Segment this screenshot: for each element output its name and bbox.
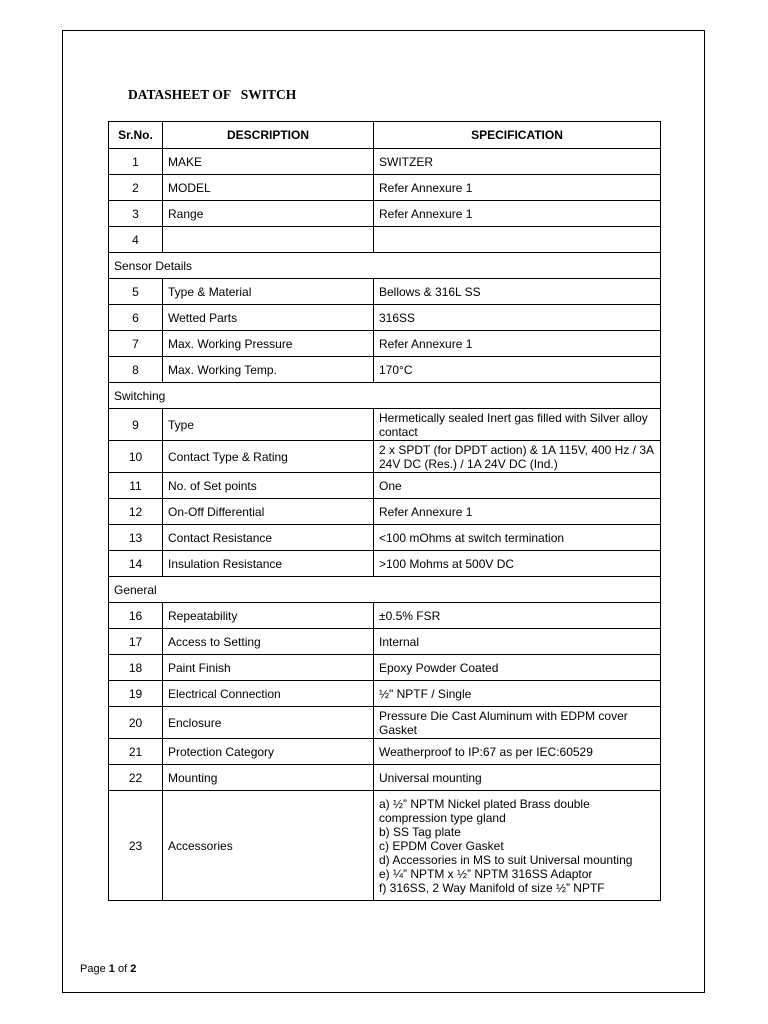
- table-row: [109, 305, 661, 331]
- cell-specification: >100 Mohms at 500V DC: [374, 551, 661, 577]
- document-title: DATASHEET OF SWITCH: [128, 87, 297, 102]
- cell-description: Electrical Connection: [163, 681, 374, 707]
- cell-description: Contact Type & Rating: [163, 441, 374, 473]
- cell-sr-no: 13: [109, 525, 163, 551]
- cell-sr-no: 6: [109, 305, 163, 331]
- cell-specification: Hermetically sealed Inert gas filled with Silver alloy contact: [374, 409, 661, 441]
- specification-line: d) Accessories in MS to suit Universal mounting: [379, 852, 633, 867]
- cell-sr-no: 21: [109, 739, 163, 765]
- cell-specification: Weatherproof to IP:67 as per IEC:60529: [374, 739, 661, 765]
- specification-line: f) 316SS, 2 Way Manifold of size ½” NPTF: [379, 880, 605, 895]
- cell-description: Max. Working Temp.: [163, 357, 374, 383]
- specification-line: c) EPDM Cover Gasket: [379, 838, 504, 853]
- header-sr-no: Sr.No.: [109, 122, 163, 149]
- cell-description: Range: [163, 201, 374, 227]
- cell-sr-no: 8: [109, 357, 163, 383]
- cell-description: Accessories: [163, 791, 374, 901]
- specification-line: compression type gland: [379, 810, 506, 825]
- cell-specification: Pressure Die Cast Aluminum with EDPM cover Gasket: [374, 707, 661, 739]
- cell-specification: ±0.5% FSR: [374, 603, 661, 629]
- table-row: [109, 331, 661, 357]
- cell-sr-no: 10: [109, 441, 163, 473]
- cell-sr-no: 7: [109, 331, 163, 357]
- cell-description: MODEL: [163, 175, 374, 201]
- cell-specification: Universal mounting: [374, 765, 661, 791]
- footer-page-label: Page: [80, 963, 106, 975]
- cell-sr-no: 5: [109, 279, 163, 305]
- cell-specification: <100 mOhms at switch termination: [374, 525, 661, 551]
- table-row: [109, 603, 661, 629]
- table-row: [109, 279, 661, 305]
- cell-specification: Bellows & 316L SS: [374, 279, 661, 305]
- table-row: [109, 499, 661, 525]
- cell-specification: Epoxy Powder Coated: [374, 655, 661, 681]
- section-row: [109, 577, 661, 603]
- table-header-row: [109, 122, 661, 149]
- cell-description: MAKE: [163, 149, 374, 175]
- cell-description: Repeatability: [163, 603, 374, 629]
- footer-page-total: 2: [130, 963, 137, 975]
- cell-specification: Refer Annexure 1: [374, 201, 661, 227]
- header-specification: SPECIFICATION: [374, 122, 661, 149]
- table-row: [109, 791, 661, 901]
- cell-sr-no: 11: [109, 473, 163, 499]
- cell-specification: 2 x SPDT (for DPDT action) & 1A 115V, 400 Hz / 3A 24V DC (Res.) / 1A 24V DC (Ind.): [374, 441, 661, 473]
- section-row: [109, 253, 661, 279]
- cell-specification: Internal: [374, 629, 661, 655]
- table-row: [109, 149, 661, 175]
- cell-sr-no: 3: [109, 201, 163, 227]
- cell-sr-no: 9: [109, 409, 163, 441]
- specification-line: e) ¼” NPTM x ½” NPTM 316SS Adaptor: [379, 866, 593, 881]
- table-row: [109, 629, 661, 655]
- cell-sr-no: 14: [109, 551, 163, 577]
- section-title: Sensor Details: [109, 253, 661, 279]
- cell-sr-no: 17: [109, 629, 163, 655]
- table-row: [109, 739, 661, 765]
- table-row: [109, 525, 661, 551]
- table-row: [109, 357, 661, 383]
- cell-description: Protection Category: [163, 739, 374, 765]
- table-row: [109, 655, 661, 681]
- cell-specification: Refer Annexure 1: [374, 331, 661, 357]
- cell-sr-no: 16: [109, 603, 163, 629]
- table-row: [109, 551, 661, 577]
- table-row: [109, 227, 661, 253]
- cell-specification: [374, 227, 661, 253]
- cell-description: Max. Working Pressure: [163, 331, 374, 357]
- table-row: [109, 765, 661, 791]
- cell-description: Type & Material: [163, 279, 374, 305]
- cell-specification: ½" NPTF / Single: [374, 681, 661, 707]
- table-row: [109, 473, 661, 499]
- cell-specification: One: [374, 473, 661, 499]
- cell-sr-no: 1: [109, 149, 163, 175]
- cell-description: Wetted Parts: [163, 305, 374, 331]
- page-footer: [80, 963, 136, 975]
- table-row: [109, 409, 661, 441]
- footer-of-label: of: [117, 963, 128, 975]
- table-row: [109, 707, 661, 739]
- footer-page-number: 1: [108, 963, 115, 975]
- section-row: [109, 383, 661, 409]
- table-row: [109, 681, 661, 707]
- cell-description: On-Off Differential: [163, 499, 374, 525]
- cell-description: Paint Finish: [163, 655, 374, 681]
- table-body: [109, 149, 661, 901]
- cell-specification: [374, 791, 661, 901]
- cell-sr-no: 12: [109, 499, 163, 525]
- cell-sr-no: 2: [109, 175, 163, 201]
- cell-description: Type: [163, 409, 374, 441]
- cell-sr-no: 19: [109, 681, 163, 707]
- cell-description: [163, 227, 374, 253]
- table-row: [109, 441, 661, 473]
- cell-specification: Refer Annexure 1: [374, 499, 661, 525]
- table-row: [109, 201, 661, 227]
- cell-sr-no: 23: [109, 791, 163, 901]
- cell-description: Enclosure: [163, 707, 374, 739]
- cell-specification: Refer Annexure 1: [374, 175, 661, 201]
- cell-sr-no: 22: [109, 765, 163, 791]
- table-row: [109, 175, 661, 201]
- cell-specification: SWITZER: [374, 149, 661, 175]
- cell-description: Access to Setting: [163, 629, 374, 655]
- specification-line: a) ½” NPTM Nickel plated Brass double: [379, 796, 590, 811]
- section-title: Switching: [109, 383, 661, 409]
- cell-description: Contact Resistance: [163, 525, 374, 551]
- cell-sr-no: 20: [109, 707, 163, 739]
- cell-specification: 316SS: [374, 305, 661, 331]
- cell-sr-no: 18: [109, 655, 163, 681]
- header-description: DESCRIPTION: [163, 122, 374, 149]
- cell-sr-no: 4: [109, 227, 163, 253]
- section-title: General: [109, 577, 661, 603]
- cell-description: Mounting: [163, 765, 374, 791]
- cell-specification: 170°C: [374, 357, 661, 383]
- specification-line: b) SS Tag plate: [379, 824, 461, 839]
- cell-description: No. of Set points: [163, 473, 374, 499]
- cell-description: Insulation Resistance: [163, 551, 374, 577]
- datasheet-table: [108, 121, 661, 901]
